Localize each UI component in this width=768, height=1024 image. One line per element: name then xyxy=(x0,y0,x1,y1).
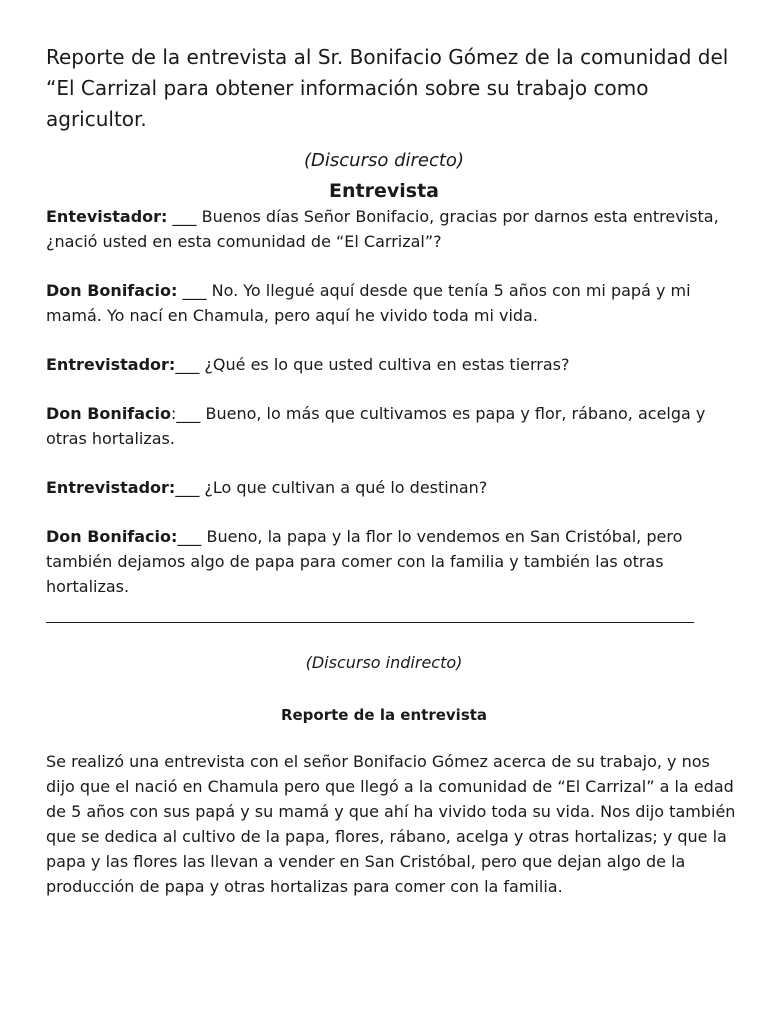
direct-speech-label: (Discurso directo) xyxy=(304,150,464,171)
dialogue-turn xyxy=(46,204,736,254)
dialogue-turn xyxy=(46,278,736,328)
speaker-label: Don Bonifacio xyxy=(46,404,172,423)
document-title: Reporte de la entrevista al Sr. Bonifacio Gómez de la comunidad del “El Carrizal para obtener información sobre su trabajo como agricultor. xyxy=(46,45,729,131)
dialogue-turn xyxy=(46,475,736,500)
speaker-label: Entrevistador: xyxy=(46,355,176,374)
dialogue-text: ___ No. Yo llegué aquí desde que tenía 5 años con mi papá y mi mamá. Yo nací en Chamula, pero aquí he vivido toda mi vida. xyxy=(46,281,691,325)
interview-dialogue xyxy=(46,204,736,623)
dialogue-text: ___ Bueno, la papa y la flor lo vendemos en San Cristóbal, pero también dejamos algo de papa para comer con la familia y también las otras hortalizas. xyxy=(46,527,683,596)
dialogue-turn xyxy=(46,401,736,451)
dialogue-text: :___ Bueno, lo más que cultivamos es papa y flor, rábano, acelga y otras hortalizas. xyxy=(46,404,706,448)
indirect-speech-label: (Discurso indirecto) xyxy=(305,653,463,672)
speaker-label: Don Bonifacio: xyxy=(46,527,178,546)
section-divider xyxy=(46,622,694,623)
dialogue-text: ___ Buenos días Señor Bonifacio, gracias por darnos esta entrevista, ¿nació usted en esta comunidad de “El Carrizal”? xyxy=(46,207,719,251)
report-paragraph: Se realizó una entrevista con el señor Bonifacio Gómez acerca de su trabajo, y nos dijo que el nació en Chamula pero que llegó a la comunidad de “El Carrizal” a la edad de 5 años con sus papá y su mamá y que ahí ha vivido toda su vida. Nos dijo también que se dedica al cultivo de la papa, flores, rábano, acelga y otras hortalizas; y que la papa y las flores las llevan a vender en San Cristóbal, pero que dejan algo de la producción de papa y otras hortalizas para comer con la familia. xyxy=(46,752,736,896)
dialogue-text: ___ ¿Qué es lo que usted cultiva en estas tierras? xyxy=(175,355,570,374)
dialogue-turn xyxy=(46,524,736,599)
dialogue-turn xyxy=(46,352,736,377)
speaker-label: Entrevistador: xyxy=(46,478,176,497)
report-heading: Reporte de la entrevista xyxy=(280,706,488,724)
speaker-label: Entevistador: xyxy=(46,207,168,226)
dialogue-text: ___ ¿Lo que cultivan a qué lo destinan? xyxy=(175,478,488,497)
interview-heading: Entrevista xyxy=(329,180,439,202)
speaker-label: Don Bonifacio: xyxy=(46,281,178,300)
